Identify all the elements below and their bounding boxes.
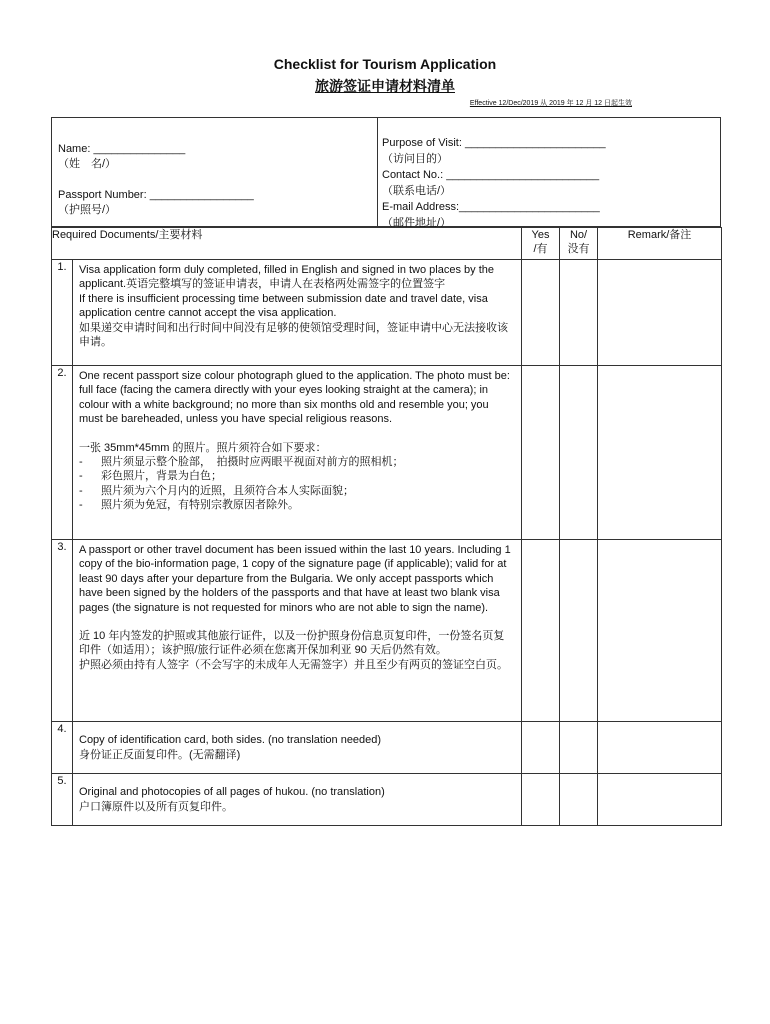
row-description: Visa application form duly completed, filled in English and signed in two places by the applicant.英语完整填写的签证申请表，申请人在表格两处需签字的位置签字 If there is insufficient processing time between submission date and travel date, visa application centre cannot accept the visa application. 如果递交申请时间和出行时间中间没有足够的使领馆受理时间，签证申请中心无法接收该申请。 xyxy=(73,260,522,366)
remark-cell[interactable] xyxy=(598,366,722,540)
info-divider xyxy=(377,118,378,226)
remark-cell[interactable] xyxy=(598,774,722,826)
info-left-column xyxy=(58,142,254,218)
purpose-label-cn: （访问目的） xyxy=(382,153,448,165)
contact-field[interactable]: Contact No.: _________________________ xyxy=(382,169,600,181)
row-number: 2. xyxy=(52,366,73,540)
header-required-documents: Required Documents/主要材料 xyxy=(52,228,522,260)
remark-cell[interactable] xyxy=(598,260,722,366)
row-number: 5. xyxy=(52,774,73,826)
passport-label-cn: （护照号/） xyxy=(58,204,117,216)
remark-cell[interactable] xyxy=(598,722,722,774)
row-description: Original and photocopies of all pages of hukou. (no translation) 户口簿原件以及所有页复印件。 xyxy=(73,774,522,826)
header-remark: Remark/备注 xyxy=(598,228,722,260)
no-check-cell[interactable] xyxy=(560,722,598,774)
row-description: One recent passport size colour photograph glued to the application. The photo must be: full face (facing the camera directly with your eyes looking straight at the camera); in colour with a white background; no more than six months old and resemble you; you must be bareheaded, unless you have special religious reasons. 一张 35mm*45mm 的照片。照片须符合如下要求： - 照片须显示整个脸部， 拍摄时应两眼平视面对前方的照相机； - 彩色照片，背景为白色； - 照片须为六个月内的近照，且须符合本人实际面貌； - 照片须为免冠，有特别宗教原因者除外。 xyxy=(73,366,522,540)
name-label-cn: （姓 名/） xyxy=(58,158,117,170)
table-row xyxy=(52,540,722,722)
yes-check-cell[interactable] xyxy=(522,722,560,774)
purpose-field[interactable]: Purpose of Visit: _______________________ xyxy=(382,137,606,149)
no-check-cell[interactable] xyxy=(560,774,598,826)
remark-cell[interactable] xyxy=(598,540,722,722)
yes-check-cell[interactable] xyxy=(522,366,560,540)
row-description: Copy of identification card, both sides. (no translation needed) 身份证正反面复印件。(无需翻译) xyxy=(73,722,522,774)
yes-check-cell[interactable] xyxy=(522,540,560,722)
title-english: Checklist for Tourism Application xyxy=(273,56,497,72)
table-row xyxy=(52,722,722,774)
table-header-row xyxy=(52,228,722,260)
applicant-info-box xyxy=(51,117,721,227)
no-check-cell[interactable] xyxy=(560,540,598,722)
yes-check-cell[interactable] xyxy=(522,260,560,366)
effective-date: Effective 12/Dec/2019 从 2019 年 12 月 12 日起生效 xyxy=(469,100,632,107)
row-number: 3. xyxy=(52,540,73,722)
row-description: A passport or other travel document has been issued within the last 10 years. Including 1 copy of the bio-information page, 1 copy of the signature page (if applicable); valid for at least 90 days after your departure from the Bulgaria. We only accept passports which have been signed by the holders of the passports and that have at least two blank visa pages (the signature is not requested for minors who are not able to sign the name). 近 10 年内签发的护照或其他旅行证件，以及一份护照身份信息页复印件，一份签名页复印件（如适用）；该护照/旅行证件必须在您离开保加利亚 90 天后仍然有效。 护照必须由持有人签字（不会写字的未成年人无需签字）并且至少有两页的签证空白页。 xyxy=(73,540,522,722)
name-field[interactable]: Name: _______________ xyxy=(58,143,186,155)
contact-label-cn: （联系电话/） xyxy=(382,185,452,197)
row-number: 1. xyxy=(52,260,73,366)
documents-table xyxy=(51,227,722,826)
header-yes: Yes /有 xyxy=(522,228,560,260)
row-number: 4. xyxy=(52,722,73,774)
title-chinese: 旅游签证申请材料清单 xyxy=(315,78,455,94)
table-row xyxy=(52,366,722,540)
passport-number-field[interactable]: Passport Number: _________________ xyxy=(58,189,254,201)
info-right-column xyxy=(382,135,606,231)
header-no: No/ 没有 xyxy=(560,228,598,260)
no-check-cell[interactable] xyxy=(560,366,598,540)
email-field[interactable]: E-mail Address:_______________________ xyxy=(382,201,600,213)
table-row xyxy=(52,260,722,366)
email-label-cn: （邮件地址/） xyxy=(382,217,452,229)
no-check-cell[interactable] xyxy=(560,260,598,366)
table-row xyxy=(52,774,722,826)
yes-check-cell[interactable] xyxy=(522,774,560,826)
